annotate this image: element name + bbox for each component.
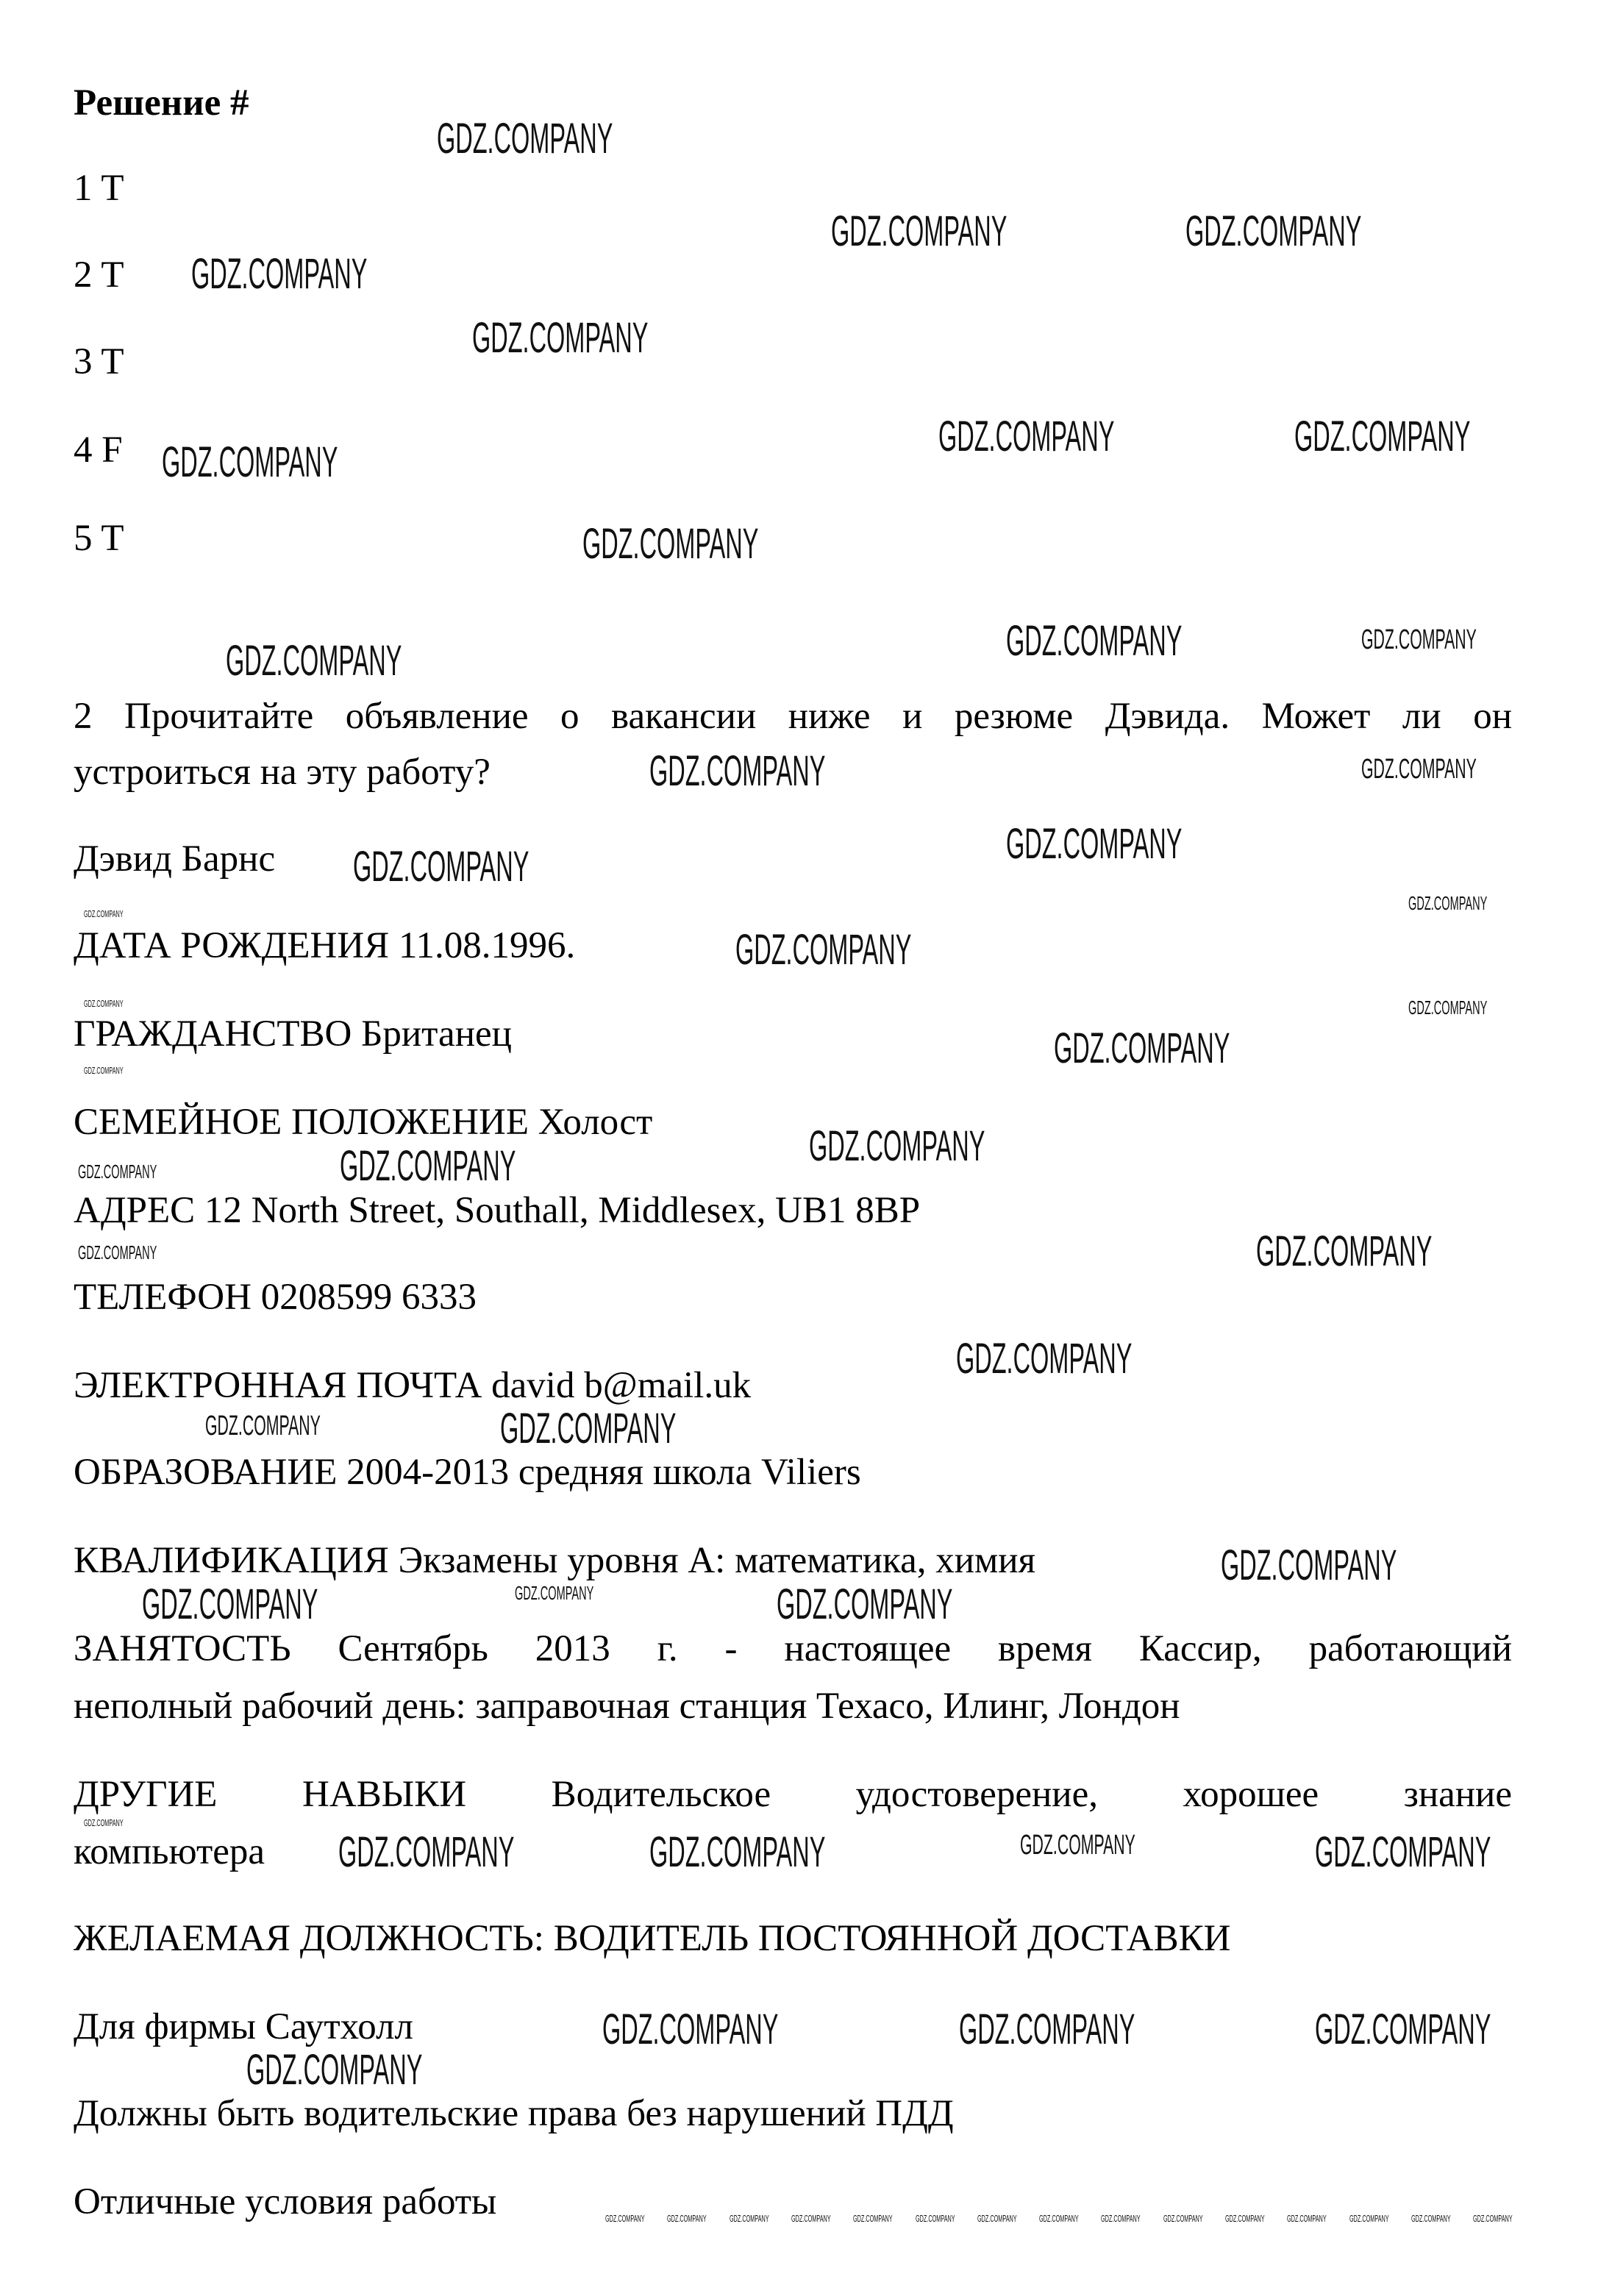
resume-marital: СЕМЕЙНОЕ ПОЛОЖЕНИЕ Холост: [74, 1102, 653, 1143]
resume-address: АДРЕС 12 North Street, Southall, Middlesex, UB1 8BP: [74, 1190, 921, 1231]
watermark: GDZ.COMPANY: [1256, 1227, 1433, 1275]
watermark: GDZ.COMPANY: [1054, 1024, 1230, 1072]
watermark: GDZ.COMPANY: [437, 115, 613, 163]
watermark: GDZ.COMPANY: [1006, 820, 1183, 868]
resume-email: ЭЛЕКТРОННАЯ ПОЧТА david b@mail.uk: [74, 1365, 752, 1406]
answer-1: 1 T: [74, 168, 124, 209]
watermark: GDZ.COMPANY: [959, 2006, 1135, 2053]
watermark: GDZ.COMPANY: [831, 207, 1008, 255]
watermark: GDZ.COMPANY: [791, 2213, 831, 2224]
watermark: GDZ.COMPANY: [84, 1065, 124, 1076]
vacancy-company: Для фирмы Саутхолл: [74, 2006, 413, 2047]
vacancy-requirement: Должны быть водительские права без нарушений ПДД: [74, 2093, 954, 2134]
vacancy-position: ЖЕЛАЕМАЯ ДОЛЖНОСТЬ: ВОДИТЕЛЬ ПОСТОЯННОЙ ДОСТАВКИ: [74, 1918, 1231, 1959]
watermark: GDZ.COMPANY: [1101, 2213, 1141, 2224]
watermark: GDZ.COMPANY: [977, 2213, 1017, 2224]
watermark: GDZ.COMPANY: [777, 1580, 953, 1628]
watermark: GDZ.COMPANY: [667, 2213, 707, 2224]
watermark: GDZ.COMPANY: [205, 1411, 321, 1441]
answer-3: 3 T: [74, 341, 124, 382]
watermark: GDZ.COMPANY: [78, 1161, 157, 1183]
resume-name: Дэвид Барнс: [74, 838, 276, 880]
watermark: GDZ.COMPANY: [1287, 2213, 1327, 2224]
watermark: GDZ.COMPANY: [1315, 2006, 1491, 2053]
watermark: GDZ.COMPANY: [956, 1335, 1133, 1383]
watermark: GDZ.COMPANY: [340, 1142, 516, 1190]
answer-4: 4 F: [74, 429, 123, 471]
watermark: GDZ.COMPANY: [515, 1582, 594, 1604]
watermark: GDZ.COMPANY: [1020, 1830, 1135, 1861]
watermark: GDZ.COMPANY: [649, 1828, 826, 1876]
watermark: GDZ.COMPANY: [1361, 624, 1477, 655]
watermark: GDZ.COMPANY: [1473, 2213, 1513, 2224]
resume-education: ОБРАЗОВАНИЕ 2004-2013 средняя школа Viliers: [74, 1452, 861, 1493]
watermark: GDZ.COMPANY: [338, 1828, 515, 1876]
resume-citizenship: ГРАЖДАНСТВО Британец: [74, 1013, 512, 1055]
resume-employment-line1: ЗАНЯТОСТЬ Сентябрь 2013 г. - настоящее время Кассир, работающий: [74, 1628, 1512, 1669]
task-text-line1: 2 Прочитайте объявление о вакансии ниже и резюме Дэвида. Может ли он: [74, 696, 1512, 737]
watermark: GDZ.COMPANY: [142, 1580, 318, 1628]
watermark: GDZ.COMPANY: [1039, 2213, 1079, 2224]
watermark: GDZ.COMPANY: [735, 926, 912, 974]
watermark: GDZ.COMPANY: [1006, 617, 1183, 665]
watermark: GDZ.COMPANY: [853, 2213, 893, 2224]
watermark: GDZ.COMPANY: [78, 1241, 157, 1263]
watermark: GDZ.COMPANY: [84, 908, 124, 919]
watermark: GDZ.COMPANY: [1221, 1541, 1397, 1589]
answer-5: 5 T: [74, 518, 124, 559]
watermark: GDZ.COMPANY: [84, 1817, 124, 1828]
watermark: GDZ.COMPANY: [809, 1122, 985, 1170]
watermark: GDZ.COMPANY: [1408, 892, 1488, 914]
watermark: GDZ.COMPANY: [226, 637, 402, 685]
resume-skills-line1: ДРУГИЕ НАВЫКИ Водительское удостоверение, хорошее знание: [74, 1774, 1512, 1815]
task-text-line2: устроиться на эту работу?: [74, 752, 491, 793]
watermark: GDZ.COMPANY: [605, 2213, 645, 2224]
watermark: GDZ.COMPANY: [472, 314, 649, 362]
watermark: GDZ.COMPANY: [602, 2006, 779, 2053]
watermark: GDZ.COMPANY: [649, 747, 826, 795]
watermark: GDZ.COMPANY: [246, 2046, 423, 2094]
resume-skills-line2: компьютера: [74, 1831, 265, 1872]
resume-phone: ТЕЛЕФОН 0208599 6333: [74, 1277, 477, 1318]
watermark: GDZ.COMPANY: [1408, 997, 1488, 1019]
watermark: GDZ.COMPANY: [938, 413, 1115, 460]
watermark: GDZ.COMPANY: [582, 520, 759, 568]
watermark: GDZ.COMPANY: [1185, 207, 1362, 255]
vacancy-conditions: Отличные условия работы: [74, 2181, 497, 2222]
watermark: GDZ.COMPANY: [500, 1405, 677, 1452]
answer-2: 2 T: [74, 254, 124, 296]
watermark: GDZ.COMPANY: [162, 438, 338, 486]
resume-qualification: КВАЛИФИКАЦИЯ Экзамены уровня А: математика, химия: [74, 1540, 1036, 1581]
watermark: GDZ.COMPANY: [1410, 2213, 1451, 2224]
watermark: GDZ.COMPANY: [1225, 2213, 1265, 2224]
resume-employment-line2: неполный рабочий день: заправочная станция Техасо, Илинг, Лондон: [74, 1686, 1180, 1727]
watermark: GDZ.COMPANY: [191, 250, 368, 298]
watermark: GDZ.COMPANY: [1294, 413, 1471, 460]
resume-birth: ДАТА РОЖДЕНИЯ 11.08.1996.: [74, 925, 576, 966]
watermark: GDZ.COMPANY: [915, 2213, 955, 2224]
watermark: GDZ.COMPANY: [1163, 2213, 1203, 2224]
watermark: GDZ.COMPANY: [1315, 1828, 1491, 1876]
watermark: GDZ.COMPANY: [84, 998, 124, 1009]
watermark: GDZ.COMPANY: [353, 843, 529, 891]
watermark: GDZ.COMPANY: [1349, 2213, 1389, 2224]
watermark: GDZ.COMPANY: [729, 2213, 769, 2224]
watermark: GDZ.COMPANY: [1361, 754, 1477, 785]
page-title: Решение #: [74, 82, 249, 124]
